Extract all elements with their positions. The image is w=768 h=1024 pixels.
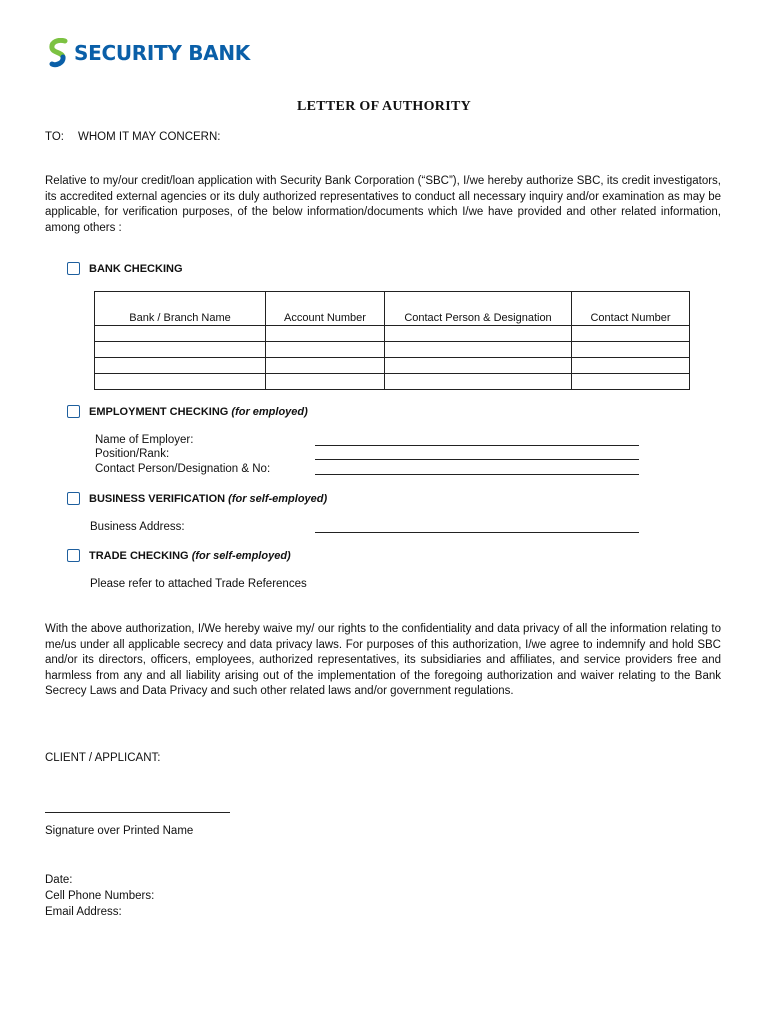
email-address-label: Email Address: bbox=[45, 906, 122, 918]
table-cell[interactable] bbox=[572, 374, 690, 390]
table-row bbox=[95, 326, 690, 342]
employment-checking-checkbox[interactable] bbox=[67, 405, 80, 418]
column-header: Bank / Branch Name bbox=[95, 292, 266, 326]
table-cell[interactable] bbox=[95, 342, 266, 358]
brand-name: SECURITY BANK bbox=[74, 41, 250, 65]
table-cell[interactable] bbox=[95, 374, 266, 390]
table-cell[interactable] bbox=[385, 326, 572, 342]
trade-checking-title bbox=[89, 550, 291, 562]
date-label: Date: bbox=[45, 874, 73, 886]
table-cell[interactable] bbox=[572, 358, 690, 374]
business-verification-title bbox=[89, 493, 327, 505]
business-verification-checkbox[interactable] bbox=[67, 492, 80, 505]
business-verification-label: BUSINESS VERIFICATION bbox=[89, 492, 226, 505]
cell-phone-label: Cell Phone Numbers: bbox=[45, 890, 155, 902]
business-verification-option[interactable] bbox=[67, 492, 327, 505]
signature-field[interactable] bbox=[45, 812, 230, 813]
bank-checking-title: BANK CHECKING bbox=[89, 262, 183, 275]
employment-checking-label: EMPLOYMENT CHECKING bbox=[89, 405, 229, 418]
column-header: Account Number bbox=[266, 292, 385, 326]
employment-checking-title bbox=[89, 406, 308, 418]
table-cell[interactable] bbox=[266, 374, 385, 390]
contact-person-label: Contact Person/Designation & No: bbox=[95, 463, 271, 475]
security-bank-logo bbox=[48, 38, 250, 68]
table-cell[interactable] bbox=[385, 374, 572, 390]
contact-person-field[interactable] bbox=[315, 474, 639, 475]
addressee-line bbox=[45, 130, 220, 145]
table-row bbox=[95, 374, 690, 390]
security-bank-logo-icon bbox=[48, 38, 70, 68]
employer-name-field[interactable] bbox=[315, 445, 639, 446]
bank-checking-table bbox=[94, 291, 690, 390]
document-title: LETTER OF AUTHORITY bbox=[297, 99, 471, 114]
table-cell[interactable] bbox=[266, 342, 385, 358]
employer-name-label: Name of Employer: bbox=[95, 434, 194, 446]
business-verification-qualifier: (for self-employed) bbox=[228, 492, 328, 505]
table-cell[interactable] bbox=[95, 326, 266, 342]
employment-checking-qualifier: (for employed) bbox=[231, 405, 308, 418]
trade-checking-option[interactable] bbox=[67, 549, 291, 562]
table-cell[interactable] bbox=[385, 342, 572, 358]
table-row bbox=[95, 342, 690, 358]
table-cell[interactable] bbox=[385, 358, 572, 374]
table-cell[interactable] bbox=[266, 326, 385, 342]
table-cell[interactable] bbox=[572, 326, 690, 342]
trade-checking-label: TRADE CHECKING bbox=[89, 549, 189, 562]
to-value: WHOM IT MAY CONCERN: bbox=[78, 131, 221, 143]
trade-checking-checkbox[interactable] bbox=[67, 549, 80, 562]
table-cell[interactable] bbox=[95, 358, 266, 374]
trade-checking-qualifier: (for self-employed) bbox=[191, 549, 291, 562]
table-cell[interactable] bbox=[572, 342, 690, 358]
business-address-label: Business Address: bbox=[90, 521, 185, 533]
to-label: TO: bbox=[45, 131, 64, 143]
bank-checking-option[interactable] bbox=[67, 262, 183, 275]
position-rank-label: Position/Rank: bbox=[95, 448, 170, 460]
position-rank-field[interactable] bbox=[315, 459, 639, 460]
waiver-paragraph: With the above authorization, I/We hereby waive my/ our rights to the confidentiality and data privacy of all the information relating to me/us under all applicable secrecy and data privacy laws. For purposes of this authorization, I/we agree to indemnify and hold SBC and/or its directors, officers, employees, authorized representatives, its subsidiaries and affiliates, and service providers free and harmless from any and all liability arising out of the implementation of the foregoing authorization and waiver relating to the Bank Secrecy Laws and Data Privacy and such other related laws and/or government regulations. bbox=[45, 623, 721, 698]
employment-checking-option[interactable] bbox=[67, 405, 308, 418]
signature-label: Signature over Printed Name bbox=[45, 825, 194, 837]
table-header-row bbox=[95, 292, 690, 326]
table-cell[interactable] bbox=[266, 358, 385, 374]
column-header: Contact Number bbox=[572, 292, 690, 326]
trade-references-note: Please refer to attached Trade References bbox=[90, 578, 307, 590]
business-address-field[interactable] bbox=[315, 532, 639, 533]
intro-paragraph: Relative to my/our credit/loan application with Security Bank Corporation (“SBC”), I/we hereby authorize SBC, its credit investigators, its accredited external agencies or its duly authorized representatives to conduct all necessary inquiry and/or examination as may be applicable, for verification purposes, of the below information/documents which I/we have provided and other related information, among others : bbox=[45, 175, 721, 234]
bank-checking-checkbox[interactable] bbox=[67, 262, 80, 275]
table-row bbox=[95, 358, 690, 374]
client-applicant-label: CLIENT / APPLICANT: bbox=[45, 752, 161, 764]
column-header: Contact Person & Designation bbox=[385, 292, 572, 326]
